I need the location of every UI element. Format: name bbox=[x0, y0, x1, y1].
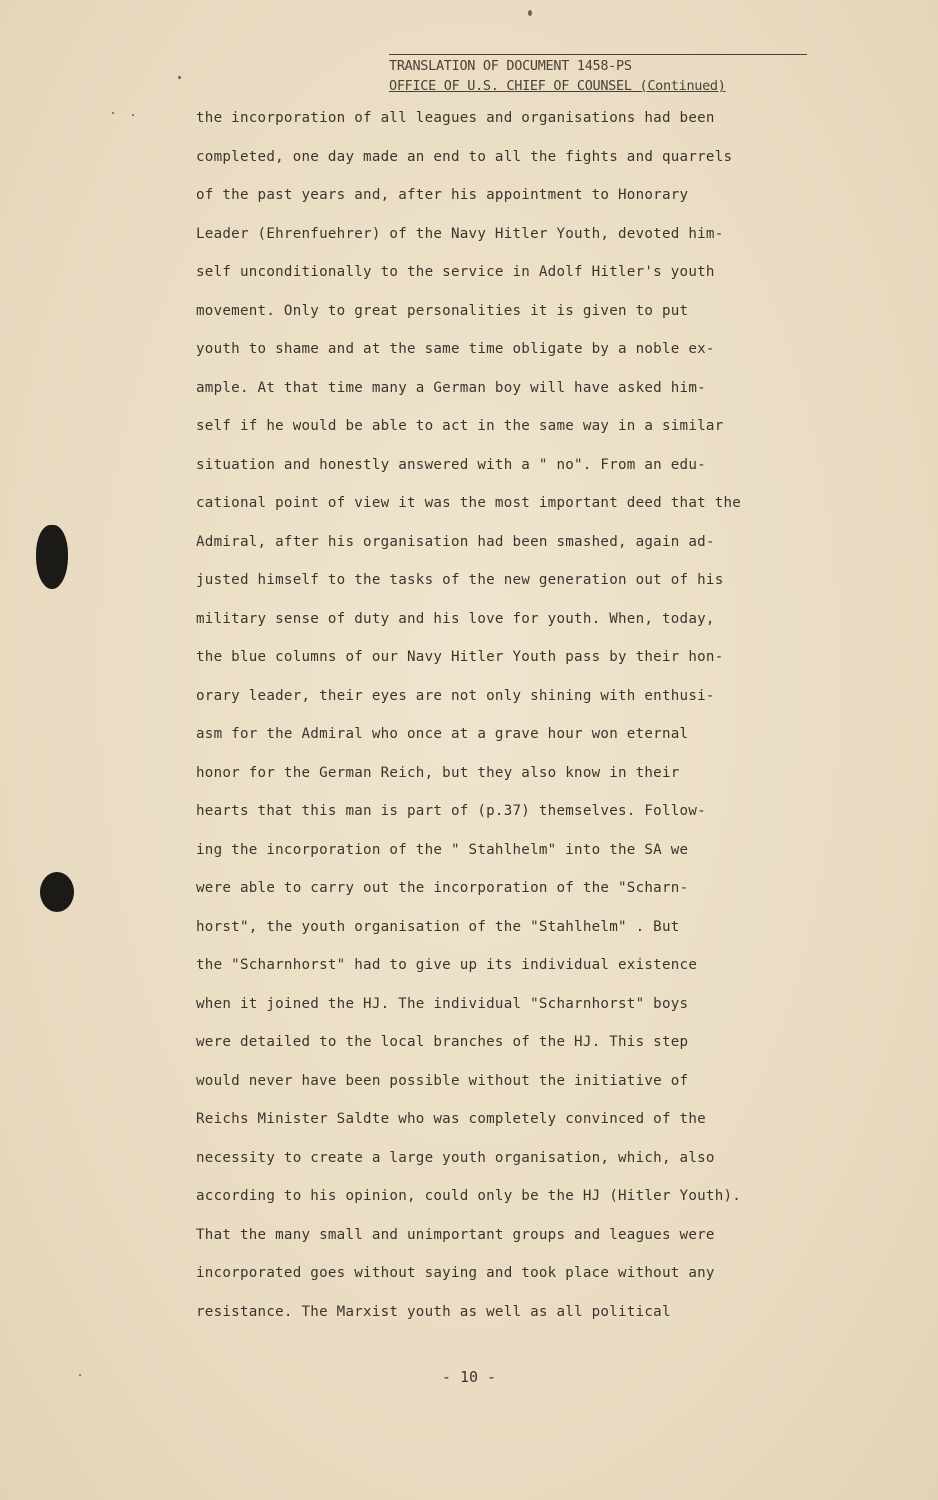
body-line: necessity to create a large youth organisation, which, also bbox=[196, 1149, 715, 1166]
body-line: honor for the German Reich, but they also know in their bbox=[196, 764, 680, 781]
header-office: OFFICE OF U.S. CHIEF OF COUNSEL (Continued) bbox=[389, 78, 726, 94]
body-line: ing the incorporation of the " Stahlhelm" into the SA we bbox=[196, 841, 689, 858]
paper-speck bbox=[528, 10, 532, 16]
page-number: - 10 - bbox=[441, 1368, 497, 1386]
header-rule bbox=[389, 54, 807, 55]
body-line: Reichs Minister Saldte who was completely convinced of the bbox=[196, 1111, 706, 1127]
body-line: cational point of view it was the most important deed that the bbox=[196, 495, 742, 511]
body-line: completed, one day made an end to all the fights and quarrels bbox=[196, 148, 733, 165]
body-line: self unconditionally to the service in Adolf Hitler's youth bbox=[196, 264, 715, 280]
body-line: when it joined the HJ. The individual "Scharnhorst" boys bbox=[196, 995, 689, 1012]
body-line: were detailed to the local branches of the HJ. This step bbox=[196, 1034, 689, 1050]
body-line: orary leader, their eyes are not only shining with enthusi- bbox=[196, 687, 715, 704]
body-line: situation and honestly answered with a " no". From an edu- bbox=[196, 456, 706, 473]
paper-speck bbox=[112, 112, 114, 114]
header-title: TRANSLATION OF DOCUMENT 1458-PS bbox=[389, 58, 632, 74]
body-line: asm for the Admiral who once at a grave hour won eternal bbox=[196, 726, 689, 742]
body-line: That the many small and unimportant groups and leagues were bbox=[196, 1226, 715, 1243]
body-line: resistance. The Marxist youth as well as all political bbox=[196, 1303, 671, 1320]
body-line: the incorporation of all leagues and organisations had been bbox=[196, 110, 715, 126]
body-line: incorporated goes without saying and took place without any bbox=[196, 1265, 715, 1281]
punch-hole-top bbox=[36, 525, 68, 589]
body-line: of the past years and, after his appointment to Honorary bbox=[196, 187, 689, 203]
document-header bbox=[389, 52, 809, 96]
body-line: Leader (Ehrenfuehrer) of the Navy Hitler Youth, devoted him- bbox=[196, 225, 724, 242]
body-line: ample. At that time many a German boy will have asked him- bbox=[196, 379, 706, 396]
body-line: according to his opinion, could only be the HJ (Hitler Youth). bbox=[196, 1188, 742, 1204]
body-line: Admiral, after his organisation had been smashed, again ad- bbox=[196, 533, 715, 550]
paper-speck bbox=[178, 76, 181, 79]
punch-hole-bottom bbox=[40, 872, 74, 912]
paper-speck bbox=[79, 1374, 81, 1376]
body-line: youth to shame and at the same time obligate by a noble ex- bbox=[196, 341, 715, 357]
body-line: the "Scharnhorst" had to give up its individual existence bbox=[196, 957, 698, 973]
body-line: hearts that this man is part of (p.37) themselves. Follow- bbox=[196, 803, 706, 819]
body-text bbox=[196, 99, 816, 1331]
paper-speck bbox=[132, 114, 134, 116]
body-line: were able to carry out the incorporation of the "Scharn- bbox=[196, 880, 689, 896]
body-line: the blue columns of our Navy Hitler Youth pass by their hon- bbox=[196, 649, 724, 665]
body-line: movement. Only to great personalities it is given to put bbox=[196, 302, 689, 319]
body-line: military sense of duty and his love for youth. When, today, bbox=[196, 610, 715, 627]
body-line: justed himself to the tasks of the new generation out of his bbox=[196, 572, 724, 588]
body-line: self if he would be able to act in the same way in a similar bbox=[196, 418, 724, 434]
body-line: horst", the youth organisation of the "Stahlhelm" . But bbox=[196, 918, 680, 935]
body-line: would never have been possible without the initiative of bbox=[196, 1072, 689, 1089]
